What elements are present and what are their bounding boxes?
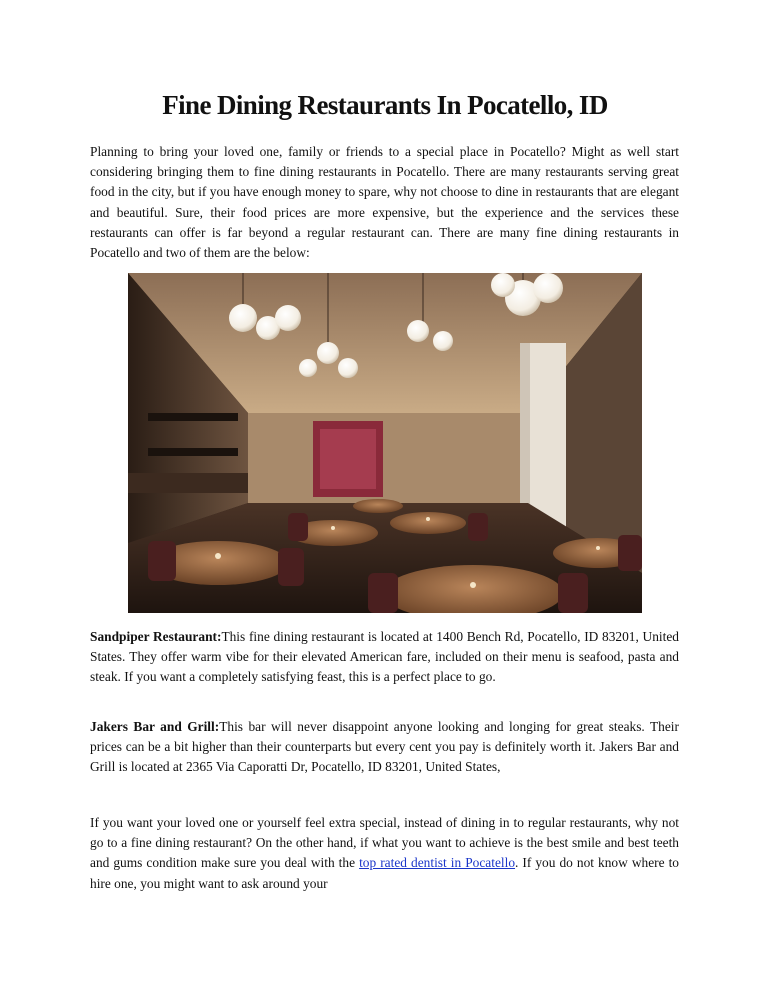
closing-paragraph — [90, 813, 679, 894]
jakers-paragraph — [90, 717, 679, 778]
sandpiper-description: This fine dining restaurant is located at 1400 Bench Rd, Pocatello, ID 83201, United States. They offer warm vibe for their elevated American fare, included on their menu is seafood, pasta and steak. If you want a completely satisfying feast, this is a perfect place to go. — [90, 629, 679, 685]
closing-text-after: . If you do not know where to hire one, you might want to ask around your — [90, 855, 679, 891]
closing-text-before: If you want your loved one or yourself feel extra special, instead of dining in to regular restaurants, why not go to a fine dining restaurant? On the other hand, if what you want to achieve is the best smile and best teeth and gums condition make sure you deal with the — [90, 815, 679, 871]
intro-paragraph: Planning to bring your loved one, family or friends to a special place in Pocatello? Might as well start considering bringing them to fine dining restaurants in Pocatello. There are many restaurants serving great food in the city, but if you have enough money to spare, why not choose to dine in restaurants that are elegant and beautiful. Sure, their food prices are more expensive, but the experience and the services these restaurants can offer is far beyond a regular restaurant can. There are many fine dining restaurants in Pocatello and two of them are the below: — [90, 144, 679, 261]
jakers-description: This bar will never disappoint anyone looking and longing for great steaks. Their prices can be a bit higher than their counterparts but every cent you pay is definitely worth it. Jakers Bar and Grill is located at 2365 Via Caporatti Dr, Pocatello, ID 83201, United States, — [90, 719, 679, 775]
sandpiper-paragraph — [90, 627, 679, 688]
sandpiper-name: Sandpiper Restaurant: — [90, 629, 222, 644]
page-title: Fine Dining Restaurants In Pocatello, ID — [162, 90, 608, 120]
jakers-name: Jakers Bar and Grill: — [90, 719, 220, 734]
dentist-link[interactable]: top rated dentist in Pocatello — [359, 855, 516, 871]
restaurant-photo — [128, 273, 642, 613]
